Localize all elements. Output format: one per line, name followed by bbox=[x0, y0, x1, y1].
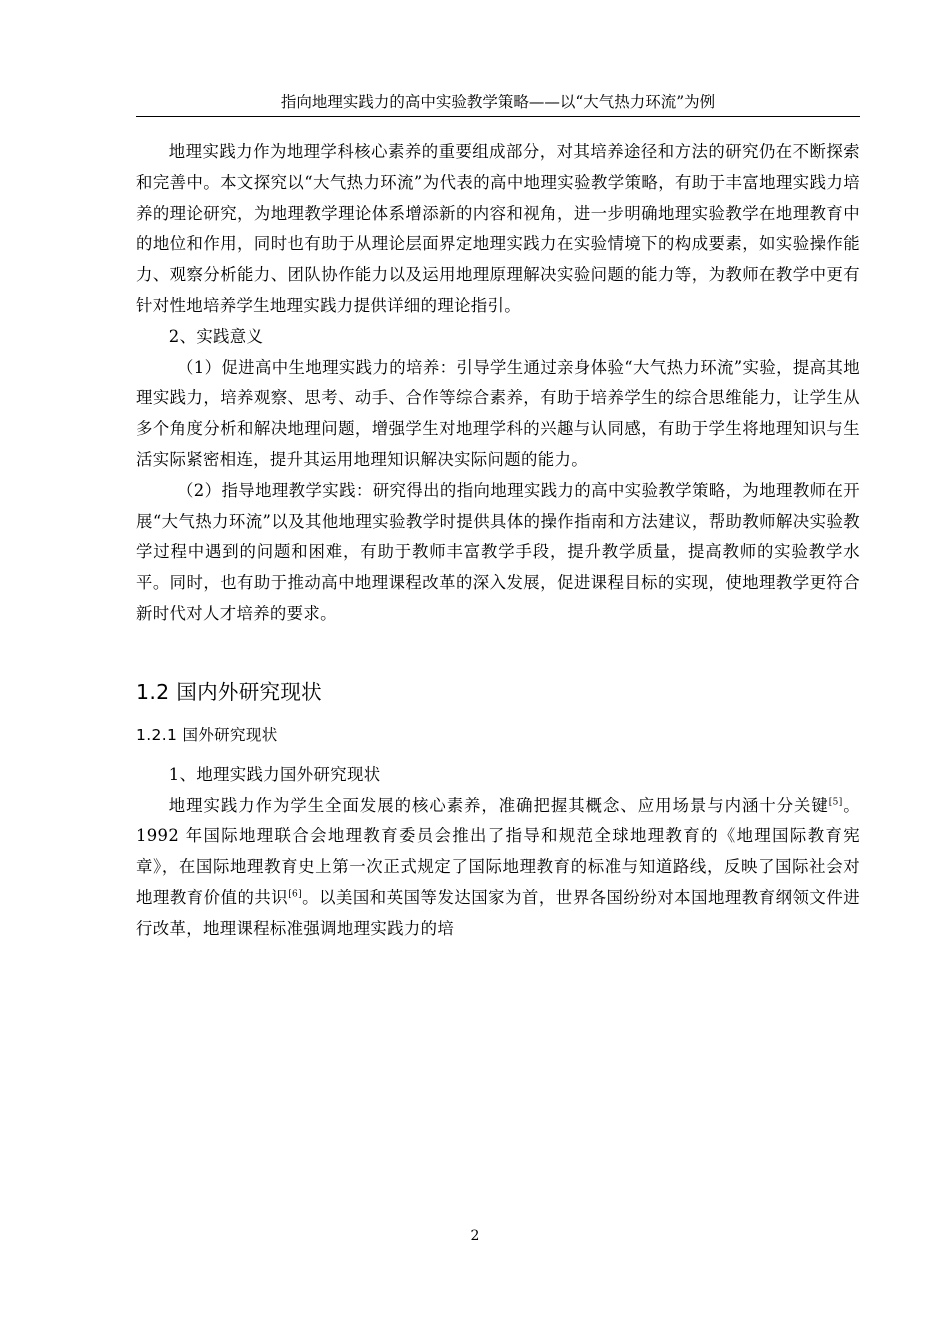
item-practical-significance: 2、实践意义 bbox=[168, 326, 264, 346]
running-header: 指向地理实践力的高中实验教学策略——以“大气热力环流”为例 bbox=[280, 93, 716, 111]
text-part-3: 。以美国和英国等发达国家为首，世界各国纷纷对本国地理教育纲领文件进行改革，地理课程标准强调地理实践力的培 bbox=[136, 887, 860, 938]
text-part-2: 。1992 年国际地理联合会地理教育委员会推出了指导和规范全球地理教育的《地理国际教育宪章》，在国际地理教育史上第一次正式规定了国际地理教育的标准与知道路线，反映了国际社会对地理教育价值的共识 bbox=[136, 795, 860, 907]
page-number: 2 bbox=[470, 1228, 480, 1244]
section-heading-1-2: 1.2 国内外研究现状 bbox=[136, 679, 322, 704]
text-part-1: 地理实践力作为学生全面发展的核心素养，准确把握其概念、应用场景与内涵十分关键 bbox=[168, 795, 829, 815]
item-foreign-research: 1、地理实践力国外研究现状 bbox=[168, 764, 381, 784]
paragraph-practice-point-1: （1）促进高中生地理实践力的培养：引导学生通过亲身体验“大气热力环流”实验，提高其地理实践力，培养观察、思考、动手、合作等综合素养，有助于培养学生的综合思维能力，让学生从多个角度分析和解决地理问题，增强学生对地理学科的兴趣与认同感，有助于学生将地理知识与生活实际紧密相连，提升其运用地理知识解决实际问题的能力。 bbox=[136, 357, 860, 469]
section-spacer bbox=[136, 630, 860, 677]
paragraph-practice-point-2: （2）指导地理教学实践：研究得出的指向地理实践力的高中实验教学策略，为地理教师在开展“大气热力环流”以及其他地理实验教学时提供具体的操作指南和方法建议，帮助教师解决实验教学过程中遇到的问题和困难，有助于教师丰富教学手段，提升教学质量，提高教师的实验教学水平。同时，也有助于推动高中地理课程改革的深入发展，促进课程目标的实现，使地理教学更符合新时代对人才培养的要求。 bbox=[136, 480, 860, 623]
citation-6: [6] bbox=[288, 889, 302, 900]
header-divider bbox=[136, 116, 860, 117]
page-body bbox=[136, 137, 860, 945]
paragraph-foreign-research bbox=[136, 791, 860, 945]
paragraph-theoretical-significance: 地理实践力作为地理学科核心素养的重要组成部分，对其培养途径和方法的研究仍在不断探索和完善中。本文探究以“大气热力环流”为代表的高中地理实验教学策略，有助于丰富地理实践力培养的理论研究，为地理教学理论体系增添新的内容和视角，进一步明确地理实验教学在地理教育中的地位和作用，同时也有助于从理论层面界定地理实践力在实验情境下的构成要素，如实验操作能力、观察分析能力、团队协作能力以及运用地理原理解决实验问题的能力等，为教师在教学中更有针对性地培养学生地理实践力提供详细的理论指引。 bbox=[136, 142, 860, 315]
subsection-heading-1-2-1: 1.2.1 国外研究现状 bbox=[136, 725, 278, 744]
citation-5: [5] bbox=[828, 797, 843, 808]
